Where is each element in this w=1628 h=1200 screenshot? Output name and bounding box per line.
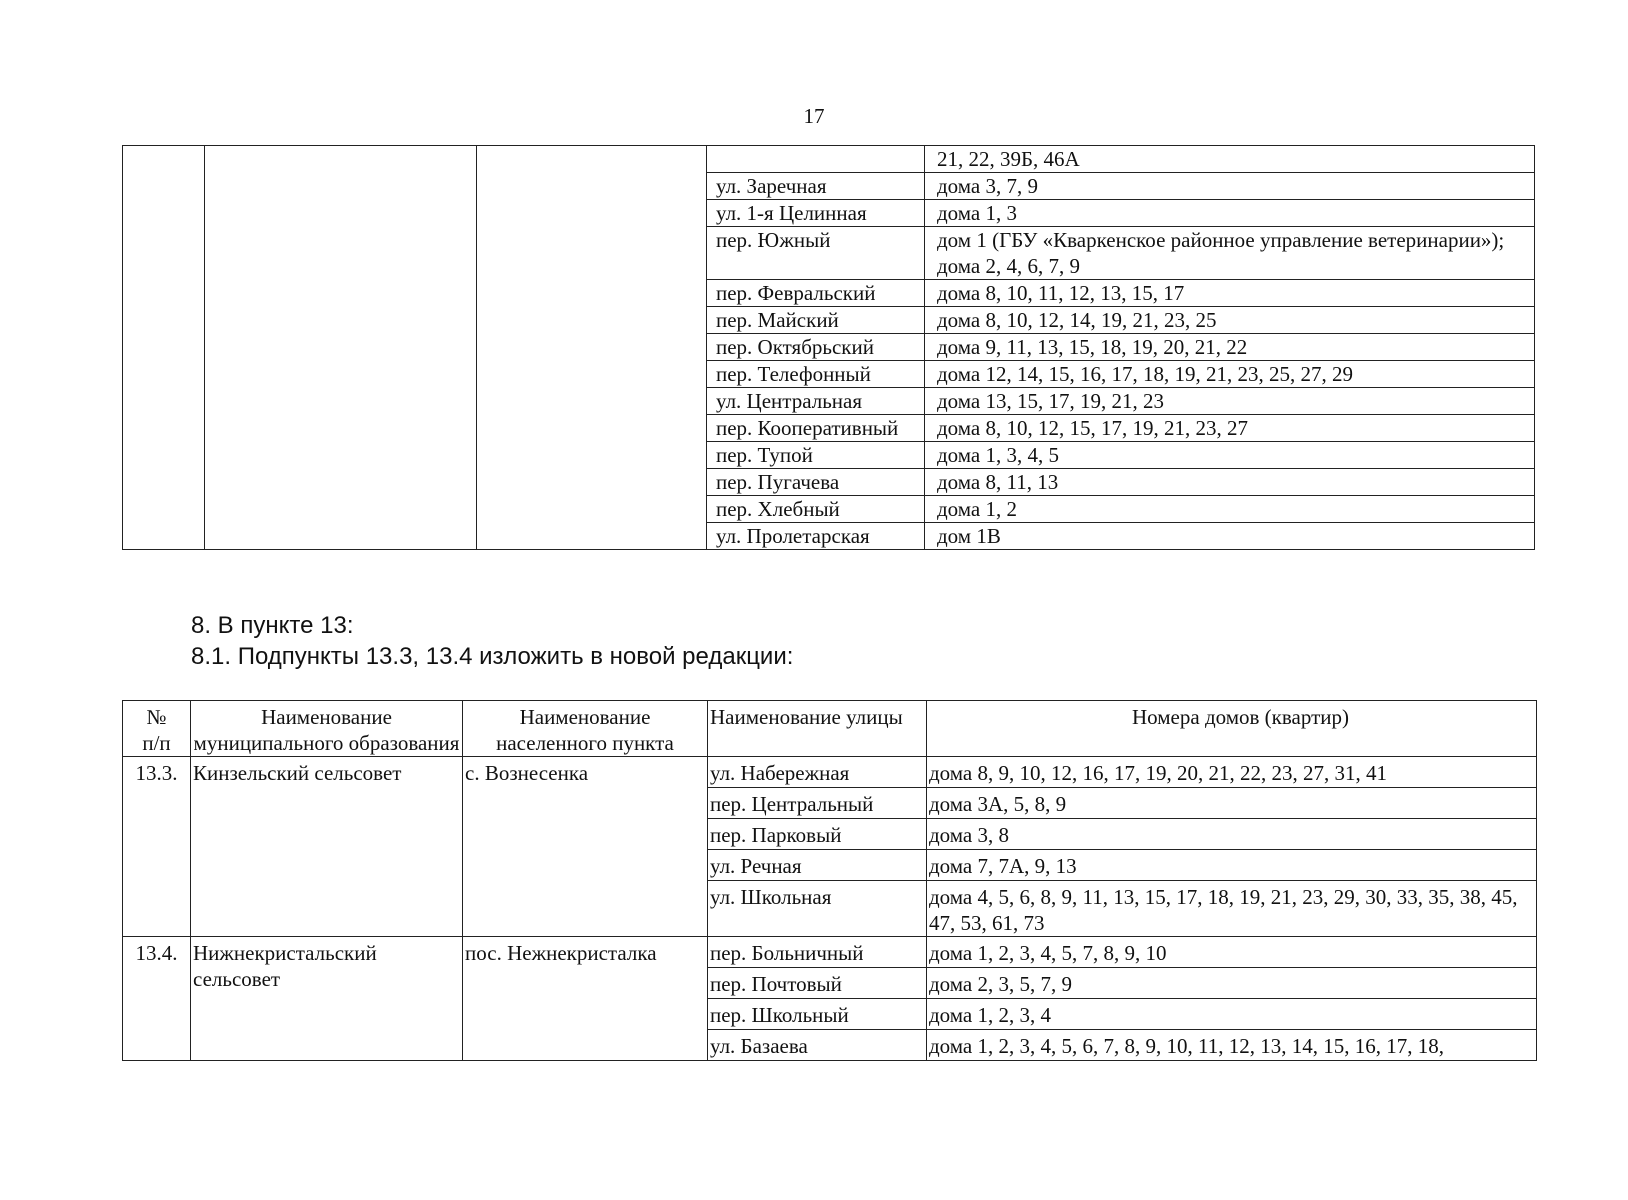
houses-cell: 21, 22, 39Б, 46А xyxy=(925,146,1535,173)
houses-cell: дома 8, 10, 12, 15, 17, 19, 21, 23, 27 xyxy=(925,415,1535,442)
street-cell: пер. Почтовый xyxy=(708,968,927,999)
houses-cell: дома 8, 10, 11, 12, 13, 15, 17 xyxy=(925,280,1535,307)
street-cell: ул. Пролетарская xyxy=(707,523,925,550)
empty-cell-municipality xyxy=(205,146,477,550)
table-row xyxy=(123,146,1535,173)
street-cell: пер. Центральный xyxy=(708,788,927,819)
empty-cell-num xyxy=(123,146,205,550)
houses-cell xyxy=(925,227,1535,280)
street-cell: пер. Школьный xyxy=(708,999,927,1030)
settlement-cell: с. Вознесенка xyxy=(463,757,708,937)
municipality-cell: Кинзельский сельсовет xyxy=(191,757,463,937)
houses-cell: дома 3, 8 xyxy=(927,819,1537,850)
street-cell: пер. Кооперативный xyxy=(707,415,925,442)
header-street: Наименование улицы xyxy=(708,701,927,757)
section-heading: 8. В пункте 13: xyxy=(191,612,354,639)
houses-text: дом 1 (ГБУ «Кваркенское районное управление ветеринарии»); xyxy=(937,228,1505,252)
header-num xyxy=(123,701,191,757)
street-cell: ул. Базаева xyxy=(708,1030,927,1061)
street-cell: пер. Телефонный xyxy=(707,361,925,388)
street-cell: пер. Парковый xyxy=(708,819,927,850)
houses-cell: дома 1, 2, 3, 4 xyxy=(927,999,1537,1030)
street-cell: пер. Больничный xyxy=(708,937,927,968)
houses-cell: дома 8, 9, 10, 12, 16, 17, 19, 20, 21, 22, 23, 27, 31, 41 xyxy=(927,757,1537,788)
addresses-table xyxy=(122,700,1537,1061)
houses-cell: дома 4, 5, 6, 8, 9, 11, 13, 15, 17, 18, 19, 21, 23, 29, 30, 33, 35, 38, 45, 47, 53, 61, 73 xyxy=(927,881,1537,937)
header-municipality: Наименование муниципального образования xyxy=(191,701,463,757)
item-number: 13.4. xyxy=(123,937,191,1061)
street-cell: пер. Майский xyxy=(707,307,925,334)
subsection-heading: 8.1. Подпункты 13.3, 13.4 изложить в новой редакции: xyxy=(191,643,794,670)
houses-cell: дома 2, 3, 5, 7, 9 xyxy=(927,968,1537,999)
page-number: 17 xyxy=(803,104,825,128)
header-settlement: Наименование населенного пункта xyxy=(463,701,708,757)
street-cell: ул. Заречная xyxy=(707,173,925,200)
houses-cell: дома 3А, 5, 8, 9 xyxy=(927,788,1537,819)
houses-cell: дома 9, 11, 13, 15, 18, 19, 20, 21, 22 xyxy=(925,334,1535,361)
street-cell: пер. Хлебный xyxy=(707,496,925,523)
street-cell: ул. Центральная xyxy=(707,388,925,415)
houses-text-2: дома 2, 4, 6, 7, 9 xyxy=(937,254,1081,278)
header-num-line2: п/п xyxy=(142,731,171,755)
header-houses: Номера домов (квартир) xyxy=(927,701,1537,757)
houses-cell: дома 1, 2, 3, 4, 5, 7, 8, 9, 10 xyxy=(927,937,1537,968)
street-cell: ул. 1-я Целинная xyxy=(707,200,925,227)
houses-cell: дома 3, 7, 9 xyxy=(925,173,1535,200)
table-header-row xyxy=(123,701,1537,757)
houses-cell: дома 1, 2, 3, 4, 5, 6, 7, 8, 9, 10, 11, 12, 13, 14, 15, 16, 17, 18, xyxy=(927,1030,1537,1061)
street-cell: пер. Тупой xyxy=(707,442,925,469)
houses-cell: дома 7, 7А, 9, 13 xyxy=(927,850,1537,881)
street-cell: ул. Набережная xyxy=(708,757,927,788)
houses-cell: дома 8, 10, 12, 14, 19, 21, 23, 25 xyxy=(925,307,1535,334)
houses-cell: дома 12, 14, 15, 16, 17, 18, 19, 21, 23, 25, 27, 29 xyxy=(925,361,1535,388)
houses-cell: дома 1, 2 xyxy=(925,496,1535,523)
item-number: 13.3. xyxy=(123,757,191,937)
street-cell: пер. Пугачева xyxy=(707,469,925,496)
houses-cell: дома 13, 15, 17, 19, 21, 23 xyxy=(925,388,1535,415)
street-cell: пер. Февральский xyxy=(707,280,925,307)
settlement-cell: пос. Нежнекристалка xyxy=(463,937,708,1061)
street-cell: ул. Школьная xyxy=(708,881,927,937)
table-row xyxy=(123,937,1537,968)
houses-cell: дома 1, 3 xyxy=(925,200,1535,227)
municipality-cell: Нижнекристальский сельсовет xyxy=(191,937,463,1061)
street-cell xyxy=(707,146,925,173)
empty-cell-settlement xyxy=(477,146,707,550)
continuation-table xyxy=(122,145,1535,550)
table-row xyxy=(123,757,1537,788)
houses-cell: дома 1, 3, 4, 5 xyxy=(925,442,1535,469)
houses-cell: дом 1В xyxy=(925,523,1535,550)
houses-cell: дома 8, 11, 13 xyxy=(925,469,1535,496)
street-cell: ул. Речная xyxy=(708,850,927,881)
header-num-line1: № xyxy=(146,705,167,729)
street-cell: пер. Октябрьский xyxy=(707,334,925,361)
street-cell: пер. Южный xyxy=(707,227,925,280)
